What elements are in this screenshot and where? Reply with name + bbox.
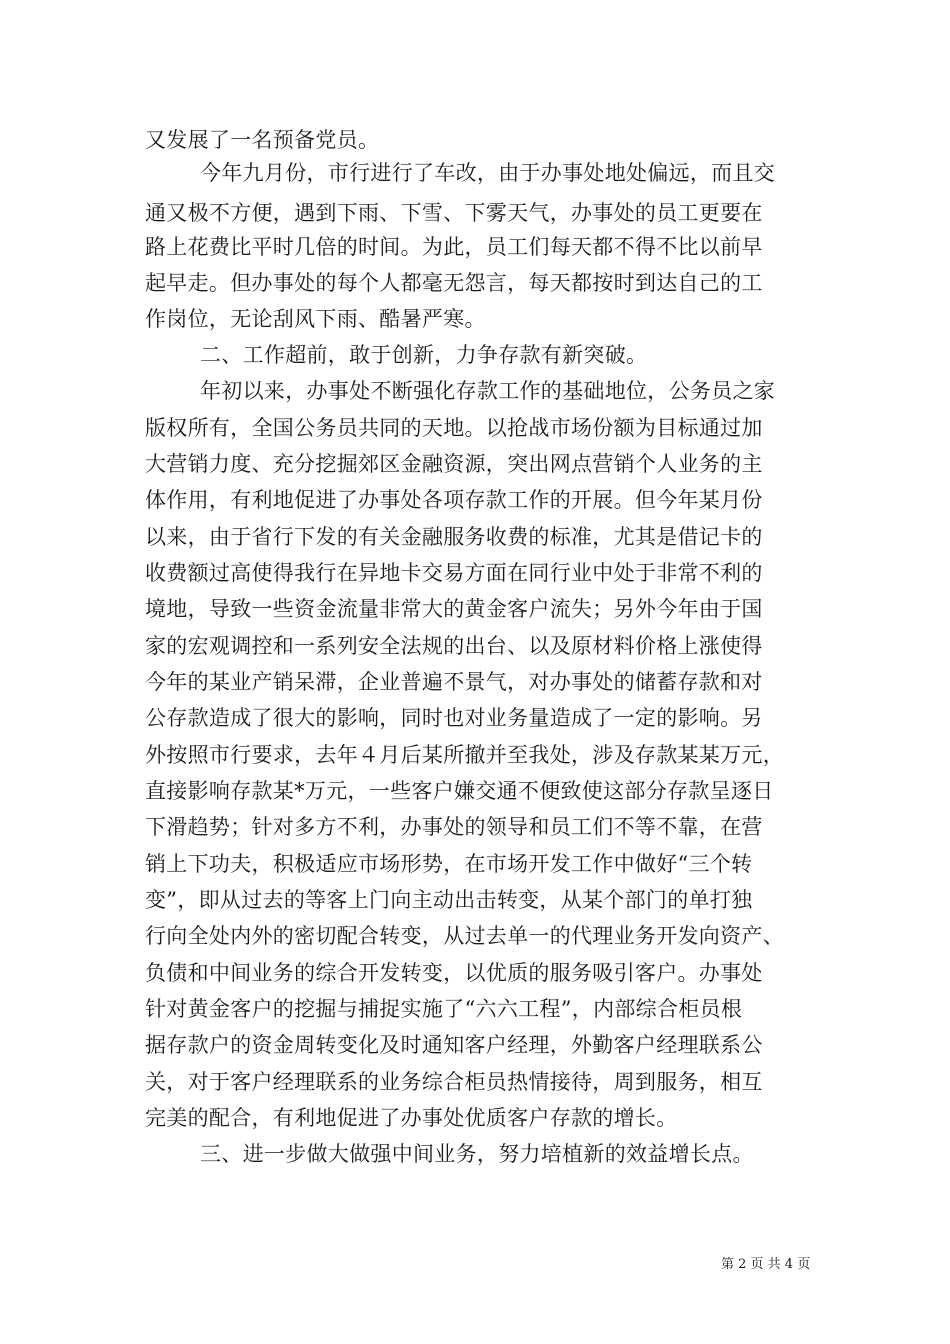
- text-line: 今年九月份，市行进行了车改，由于办事处地处偏远，而且交: [200, 161, 776, 185]
- text-line: 家的宏观调控和一系列安全法规的出台、以及原材料价格上涨使得: [145, 634, 763, 658]
- text-line: 体作用，有利地促进了办事处各项存款工作的开展。但今年某月份: [145, 488, 763, 512]
- text-line: 外按照市行要求，去年４月后某所撤并至我处，涉及存款某某万元，: [145, 743, 784, 767]
- text-line: 以来，由于省行下发的有关金融服务收费的标准，尤其是借记卡的: [145, 525, 763, 549]
- text-line: 今年的某业产销呆滞，企业普遍不景气，对办事处的储蓄存款和对: [145, 670, 763, 694]
- text-line: 完美的配合，有利地促进了办事处优质客户存款的增长。: [145, 1106, 678, 1130]
- text-line: 销上下功夫，积极适应市场形势，在市场开发工作中做好“三个转: [145, 852, 753, 876]
- text-line: 变”，即从过去的等客上门向主动出击转变，从某个部门的单打独: [145, 888, 753, 912]
- text-line: 收费额过高使得我行在异地卡交易方面在同行业中处于非常不利的: [145, 561, 763, 585]
- section-heading: 二、工作超前，敢于创新，力争存款有新突破。: [200, 343, 648, 367]
- text-line: 版权所有，全国公务员共同的天地。以抢战市场份额为目标通过加: [145, 416, 763, 440]
- text-line: 直接影响存款某*万元，一些客户嫌交通不便致使这部分存款呈逐日: [145, 779, 774, 803]
- text-line: 起早走。但办事处的每个人都毫无怨言，每天都按时到达自己的工: [145, 271, 763, 295]
- text-line: 据存款户的资金周转变化及时通知客户经理，外勤客户经理联系公: [145, 1033, 763, 1057]
- text-line: 针对黄金客户的挖掘与捕捉实施了“六六工程”，内部综合柜员根: [145, 997, 743, 1021]
- text-line: 又发展了一名预备党员。: [145, 128, 380, 152]
- page-number: 第 2 页 共 4 页: [721, 1257, 811, 1272]
- text-line: 路上花费比平时几倍的时间。为此，员工们每天都不得不比以前早: [145, 235, 763, 259]
- text-line: 关，对于客户经理联系的业务综合柜员热情接待，周到服务，相互: [145, 1070, 763, 1094]
- text-line: 作岗位，无论刮风下雨、酷暑严寒。: [145, 307, 486, 331]
- text-line: 下滑趋势；针对多方不利，办事处的领导和员工们不等不靠，在营: [145, 815, 763, 839]
- text-line: 境地，导致一些资金流量非常大的黄金客户流失；另外今年由于国: [145, 597, 763, 621]
- text-line: 年初以来，办事处不断强化存款工作的基础地位，公务员之家: [200, 379, 776, 403]
- text-line: 负债和中间业务的综合开发转变，以优质的服务吸引客户。办事处: [145, 961, 763, 985]
- text-line: 行向全处内外的密切配合转变，从过去单一的代理业务开发向资产、: [145, 924, 784, 948]
- section-heading: 三、进一步做大做强中间业务，努力培植新的效益增长点。: [200, 1142, 754, 1166]
- text-line: 公存款造成了很大的影响，同时也对业务量造成了一定的影响。另: [145, 706, 763, 730]
- text-line: 通又极不方便，遇到下雨、下雪、下雾天气，办事处的员工更要在: [145, 201, 763, 225]
- text-line: 大营销力度、充分挖掘郊区金融资源，突出网点营销个人业务的主: [145, 452, 763, 476]
